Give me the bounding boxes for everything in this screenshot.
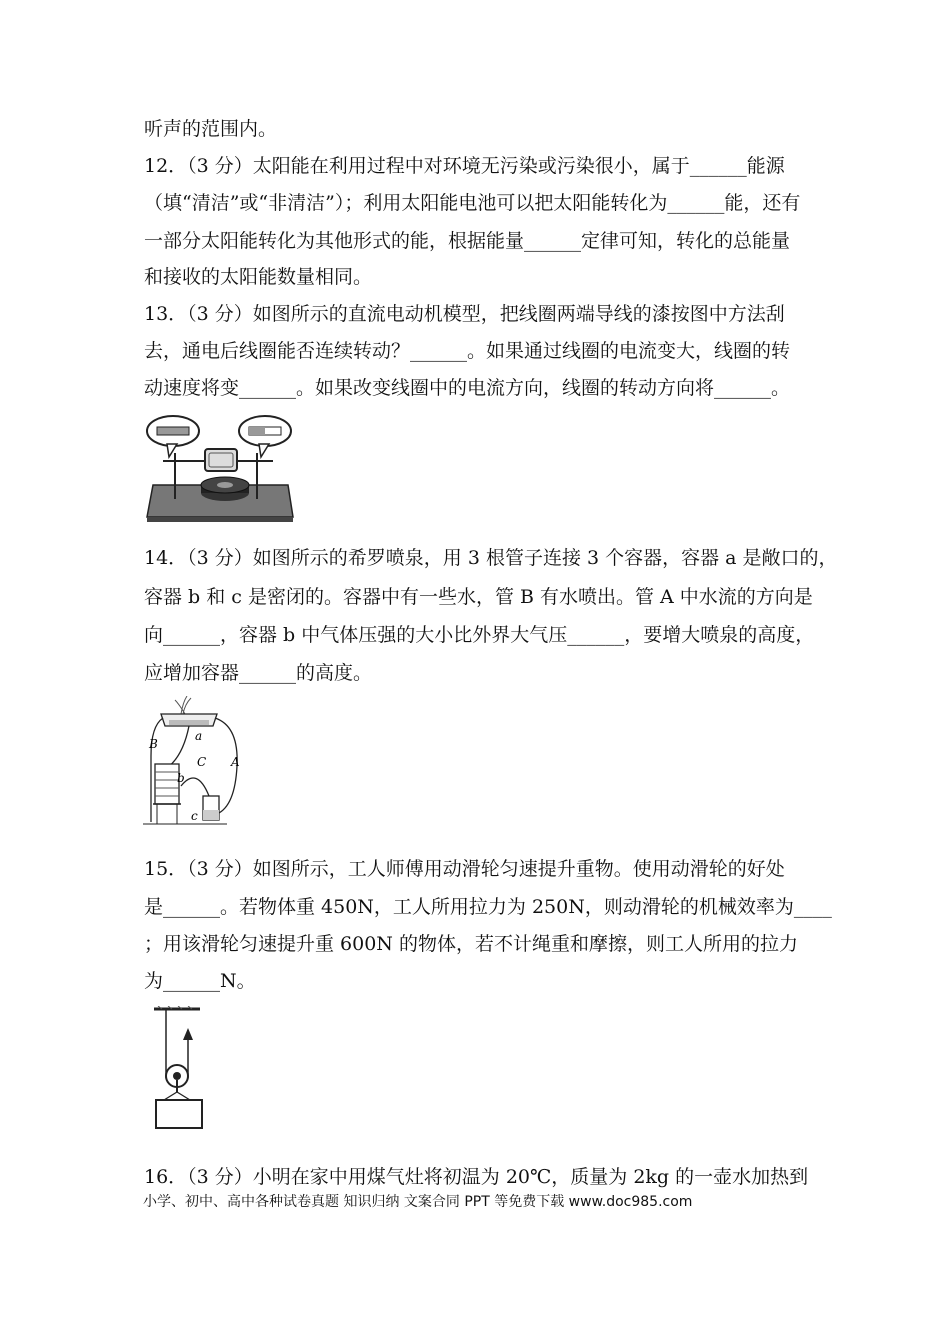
label-B: B xyxy=(149,737,158,751)
question-15-line-4: 为______N。 xyxy=(144,970,256,992)
question-12-line-1: 12．（3 分）太阳能在利用过程中对环境无污染或污染很小，属于______能源 xyxy=(144,155,785,177)
question-12-line-4: 和接收的太阳能数量相同。 xyxy=(144,266,373,288)
heron-fountain-figure xyxy=(143,696,263,828)
question-13-line-3: 动速度将变______。如果改变线圈中的电流方向，线圈的转动方向将______。 xyxy=(144,377,791,399)
question-13-line-1: 13．（3 分）如图所示的直流电动机模型，把线圈两端导线的漆按图中方法刮 xyxy=(144,303,785,325)
question-14-line-4: 应增加容器______的高度。 xyxy=(144,662,373,684)
question-16-line-1: 16．（3 分）小明在家中用煤气灶将初温为 20℃，质量为 2kg 的一壶水加热到 xyxy=(144,1166,809,1188)
question-15-line-1: 15．（3 分）如图所示，工人师傅用动滑轮匀速提升重物。使用动滑轮的好处 xyxy=(144,858,785,880)
question-14-line-1: 14．（3 分）如图所示的希罗喷泉，用 3 根管子连接 3 个容器，容器 a 是敞口的， xyxy=(144,547,838,569)
question-12-line-3: 一部分太阳能转化为其他形式的能，根据能量______定律可知，转化的总能量 xyxy=(144,230,791,252)
question-15-line-2: 是______。若物体重 450N，工人所用拉力为 250N，则动滑轮的机械效率为____ xyxy=(144,896,832,918)
label-a: a xyxy=(195,729,203,743)
question-12-line-2: （填“清洁”或“非清洁”）；利用太阳能电池可以把太阳能转化为______能，还有 xyxy=(144,192,801,214)
dc-motor-figure xyxy=(143,413,298,523)
question-14-line-3: 向______，容器 b 中气体压强的大小比外界大气压______，要增大喷泉的高度， xyxy=(144,624,815,646)
label-c: c xyxy=(191,809,198,823)
page-footer: 小学、初中、高中各种试卷真题 知识归纳 文案合同 PPT 等免费下载 www.doc985.com xyxy=(143,1194,693,1210)
text-line-continuation: 听声的范围内。 xyxy=(144,118,278,140)
pulley-figure xyxy=(150,1006,210,1132)
question-15-line-3: ；用该滑轮匀速提升重 600N 的物体，若不计绳重和摩擦，则工人所用的拉力 xyxy=(144,933,798,955)
label-A: A xyxy=(231,755,240,769)
question-14-line-2: 容器 b 和 c 是密闭的。容器中有一些水，管 B 有水喷出。管 A 中水流的方向是 xyxy=(144,586,813,608)
question-13-line-2: 去，通电后线圈能否连续转动？______。如果通过线圈的电流变大，线圈的转 xyxy=(144,340,791,362)
label-b: b xyxy=(177,771,185,785)
label-C: C xyxy=(197,755,207,769)
